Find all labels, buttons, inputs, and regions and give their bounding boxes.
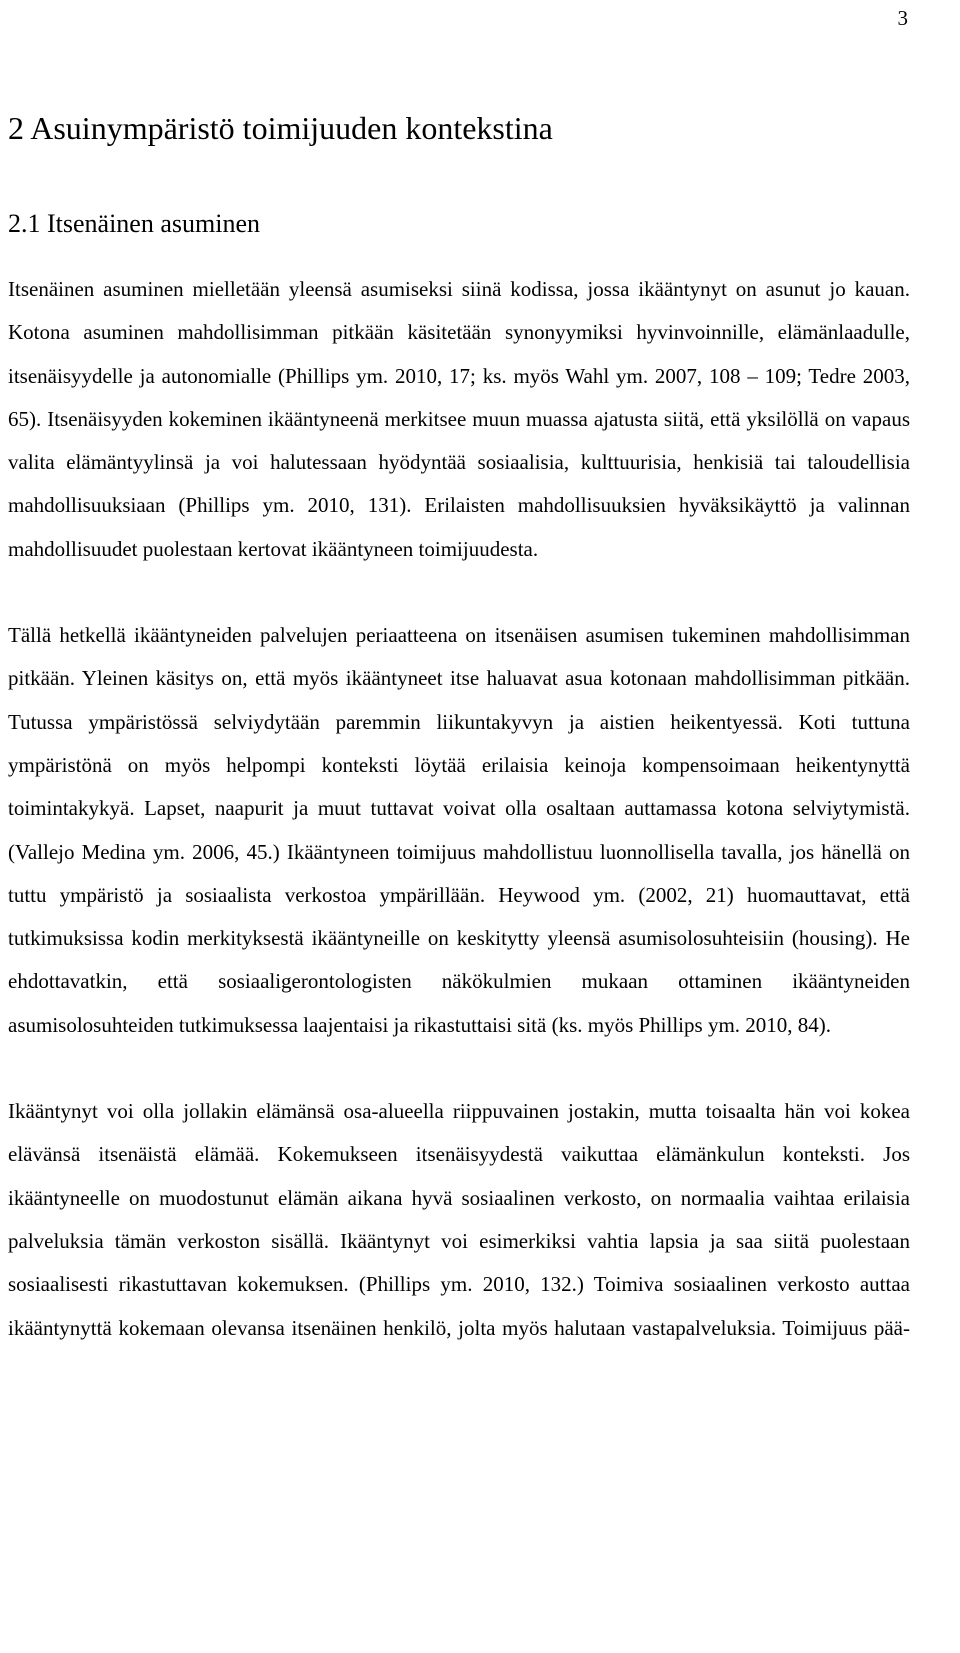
body-paragraph: Tällä hetkellä ikääntyneiden palvelujen periaatteena on itsenäisen asumisen tukeminen mahdollisimman pitkään. Yleinen käsitys on, että myös ikääntyneet itse haluavat asua kotonaan mahdollisimman pitkään. Tutussa ympäristössä selviydytään paremmin liikuntakyvyn ja aistien heikentyessä. Koti tuttuna ympäristönä on myös helpompi konteksti löytää erilaisia keinoja kompensoimaan heikentynyttä toimintakykyä. Lapset, naapurit ja muut tuttavat voivat olla osaltaan auttamassa kotona selviytymistä. (Vallejo Medina ym. 2006, 45.) Ikääntyneen toimijuus mahdollistuu luonnollisella tavalla, jos hänellä on tuttu ympäristö ja sosiaalista verkostoa ympärillään. Heywood ym. (2002, 21) huomauttavat, että tutkimuksissa kodin merkityksestä ikääntyneille on keskitytty yleensä asumisolosuhteisiin (housing). He ehdottavatkin, että sosiaaligerontologisten näkökulmien mukaan ottaminen ikääntyneiden asumisolosuhteiden tutkimuksessa laajentaisi ja rikastuttaisi sitä (ks. myös Phillips ym. 2010, 84). bbox=[8, 623, 910, 1037]
section-heading: 2.1 Itsenäinen asuminen bbox=[8, 209, 260, 238]
body-paragraph: Itsenäinen asuminen mielletään yleensä asumiseksi siinä kodissa, jossa ikääntynyt on asunut jo kauan. Kotona asuminen mahdollisimman pitkään käsitetään synonyymiksi hyvinvoinnille, elämänlaadulle, itsenäisyydelle ja autonomialle (Phillips ym. 2010, 17; ks. myös Wahl ym. 2007, 108 – 109; Tedre 2003, 65). Itsenäisyyden kokeminen ikääntyneenä merkitsee muun muassa ajatusta siitä, että yksilöllä on vapaus valita elämäntyylinsä ja voi halutessaan hyödyntää sosiaalisia, kulttuurisia, henkisiä tai taloudellisia mahdollisuuksiaan (Phillips ym. 2010, 131). Erilaisten mahdollisuuksien hyväksikäyttö ja valinnan mahdollisuudet puolestaan kertovat ikääntyneen toimijuudesta. bbox=[8, 277, 910, 561]
page-content bbox=[8, 106, 910, 1350]
page-number: 3 bbox=[897, 6, 908, 30]
chapter-heading: 2 Asuinympäristö toimijuuden kontekstina bbox=[8, 110, 553, 146]
body-paragraph: Ikääntynyt voi olla jollakin elämänsä osa-alueella riippuvainen jostakin, mutta toisaalta hän voi kokea elävänsä itsenäistä elämää. Kokemukseen itsenäisyydestä vaikuttaa elämänkulun konteksti. Jos ikääntyneelle on muodostunut elämän aikana hyvä sosiaalinen verkosto, on normaalia vaihtaa erilaisia palveluksia tämän verkoston sisällä. Ikääntynyt voi esimerkiksi vahtia lapsia ja saa siitä puolestaan sosiaalisesti rikastuttavan kokemuksen. (Phillips ym. 2010, 132.) Toimiva sosiaalinen verkosto auttaa ikääntynyttä kokemaan olevansa itsenäinen henkilö, jolta myös halutaan vastapalveluksia. Toimijuus pää- bbox=[8, 1099, 910, 1340]
